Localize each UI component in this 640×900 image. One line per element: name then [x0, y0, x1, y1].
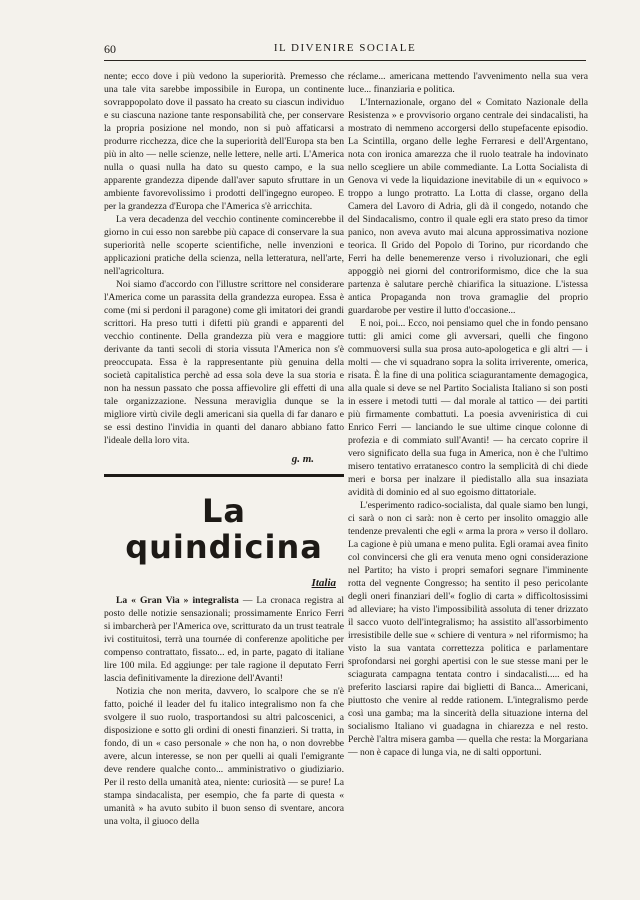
paragraph: Noi siamo d'accordo con l'illustre scrittore nel considerare l'America come un parassita della grandezza europea. Essa è come (mi si perdoni il paragone) come gli imitatori dei grandi scrittori. Ha preso tutti i difetti più grandi e apparenti del vecchio continente. Della grandezza più vera e maggiore derivante da tanti secoli di storia vissuta l'America non s'è preoccupata. Essa è la rappresentante più genuina della società capitalistica perchè ad essa sola deve la sua storia e non ha nessun passato che possa affievolire gli effetti di una tale organizzazione. Nessuna meraviglia dunque se la migliore virtù civile degli americani sia quella di far danaro e se essi destino l'invidia in quanti del danaro abbiano fatto l'ideale della loro vita.	[104, 279, 344, 446]
right-column	[348, 70, 588, 759]
page-number: 60	[104, 42, 116, 56]
paragraph: Notizia che non merita, davvero, lo scalpore che se n'è fatto, poiché il leader del fu italico integralismo non fa che svolgere il suo ruolo, trasportandosi su altri palcoscenici, a disposizione e sotto gli ordini di onesti finanzieri. Si tratta, in fondo, di un « caso personale » che non ha, o non dovrebbe avere, alcun interesse, se non per quelli ai quali l'emigrante deve rendere qualche conto... amministrativo o giudiziario. Per il resto della umanità atea, niente: curiosità — se pure! La stampa sindacalista, per esempio, che fa parte di questa « umanità » ha avuto subito il buon senso di sventare, ancora una volta, il giuoco della	[104, 686, 344, 827]
author-signature: g. m.	[291, 453, 314, 465]
section-title: La quindicina	[125, 492, 323, 566]
running-title: IL DIVENIRE SOCIALE	[273, 42, 417, 54]
header-rule	[104, 60, 586, 61]
paragraph-text: — La cronaca registra al posto delle notizie sensazionali; prossimamente Enrico Ferri si imbarcherà per l'America ove, scritturato da un trust teatrale ivi costituitosi, terrà una tournée di conferenze apolitiche per compenso contrattato, fissato... ed, in parte, pagato di italiane lire 100 mila. Ed aggiunge: per tale ragione il deputato Ferri lascia definitivamente la direzione dell'Avanti!	[104, 595, 345, 684]
subsection-heading: Italia	[311, 577, 336, 589]
paragraph: L'esperimento radico-socialista, dal quale siamo ben lungi, ci sarà o non ci sarà: non è certo per insolito omaggio alle tendenze prevalenti che egli « arma la prora » verso il dollaro. La cagione è più umana e meno pulita. Egli oramai avea finito col convincersi che gli era venuta meno ogni considerazione nel Partito; ha visto i propri semafori segnare l'imminente rotta del vegnente Congresso; ha sentito il peso pericolante degli oneri finanziari dell'« foglio di carta » difficoltosissimi ad alleviare; ha visto l'impossibilità assoluta di tener drizzato il sacco vuoto dell'integralismo; ha assistito all'assorbimento irresistibile delle sue « schiere di ventura » nel riformismo; ha visto la sua vantata correttezza politica e parlamentare sprofondarsi nei gorghi apertisi con le sue stesse mani per le sciagurata campagna tentata contro i sindacalisti..... ed ha preferito lasciarsi rapire dai biglietti di Banca... Americani, piuttosto che venire al redde rationem. L'integralismo perde così una gamba; ma la sincerità della situazione interna del socialismo Italiano vi guadagna in chiarezza e nel resto. Perchè l'altra misera gamba — quella che resta: la Morgariana — non è capace di lunga via, ne di salti opportuni.	[348, 500, 588, 758]
left-column	[104, 70, 344, 828]
paragraph: nente; ecco dove i più vedono la superiorità. Premesso che una tale vita sarebbe impossibile in Europa, un continente sovrappopolato dove il passato ha creato su ciascun individuo e su ciascuna nazione tante responsabilità che, per conservare la propria posizione nel mondo, non si può affaticarsi a produrre ricchezza, dice che la superiorità dell'Europa sta ben più in alto — nelle scienze, nelle lettere, nelle arti. L'America nulla o quasi nulla ha dato su questo campo, e la sua apparente grandezza dipende dall'aver saputo sfruttare in un ambiente favorevolissimo i prodotti dell'ingegno europeo. E per la grandezza d'Europa che l'America s'è arricchita.	[104, 71, 344, 212]
section-divider	[104, 474, 344, 477]
run-in-heading: La « Gran Via » integralista	[116, 595, 239, 606]
paragraph: La vera decadenza del vecchio continente comincerebbe il giorno in cui esso non sarebbe più capace di conservare la sua superiorità nelle scoperte scientifiche, nelle invenzioni e applicazioni pratiche della scienza, nella letteratura, nell'arte, nell'agricoltura.	[104, 214, 344, 277]
paragraph	[104, 594, 344, 685]
page-header	[104, 42, 586, 62]
paragraph: L'Internazionale, organo del « Comitato Nazionale della Resistenza » e provvisorio organo centrale dei sindacalisti, ha mostrato di nemmeno accorgersi dello stupefacente episodio. La Scintilla, organo delle leghe Ferraresi e dell'Argentano, nota con ironica amarezza che il ruolo teatrale ha indovinato nello scegliere un abile commediante. La Lotta Socialista di Genova vi vede la liquidazione inevitabile di un « equivoco » troppo a lungo protratto. La Lotta di classe, organo della Camera del Lavoro di Adria, gli dà il congedo, notando che del Sindacalismo, contro il quale egli era stato preso da timor panico, non aveva avuto mai alcuna approssimativa nozione teorica. Il Grido del Popolo di Torino, pur ricordando che Ferri ha delle benemerenze verso i rivoluzionari, che egli appoggiò nei giorni del controriformismo, dice che la sua partenza è salutare perchè chiarifica la situazione. L'istessa antica Propaganda non trova gramaglie del proprio guardarobe per vestire il lutto d'occasione...	[348, 97, 588, 316]
paragraph: réclame... americana mettendo l'avvenimento nella sua vera luce... finanziaria e politica.	[348, 71, 588, 95]
paragraph: E noi, poi... Ecco, noi pensiamo quel che in fondo pensano tutti: gli amici come gli avversari, quelli che fingono commuoversi sulla sua prosa auto-apologetica e gli altri — i molti — che vi squadrano sopra la solita irriverente, omerica, risata. È la fine di una politica sciagurantamente demagogica, alla quale si deve se nel Partito Socialista Italiano si son posti in essere i metodi tutti — dal morale al tattico — dei partiti più firmamente combattuti. La poesia avveniristica di cui Enrico Ferri — lanciando le sue ultime cinque colonne di profezia e di commiato sull'Avanti! — ha cercato coprire il vero significato della sua fuga in America, non è che l'ultimo misero tentativo erratanesco contro la semplicità di chi diede meri e borsa per inalzare il piedistallo alla sua insaziata avidità di dominio ed al suo egoismo dittatoriale.	[348, 318, 588, 498]
